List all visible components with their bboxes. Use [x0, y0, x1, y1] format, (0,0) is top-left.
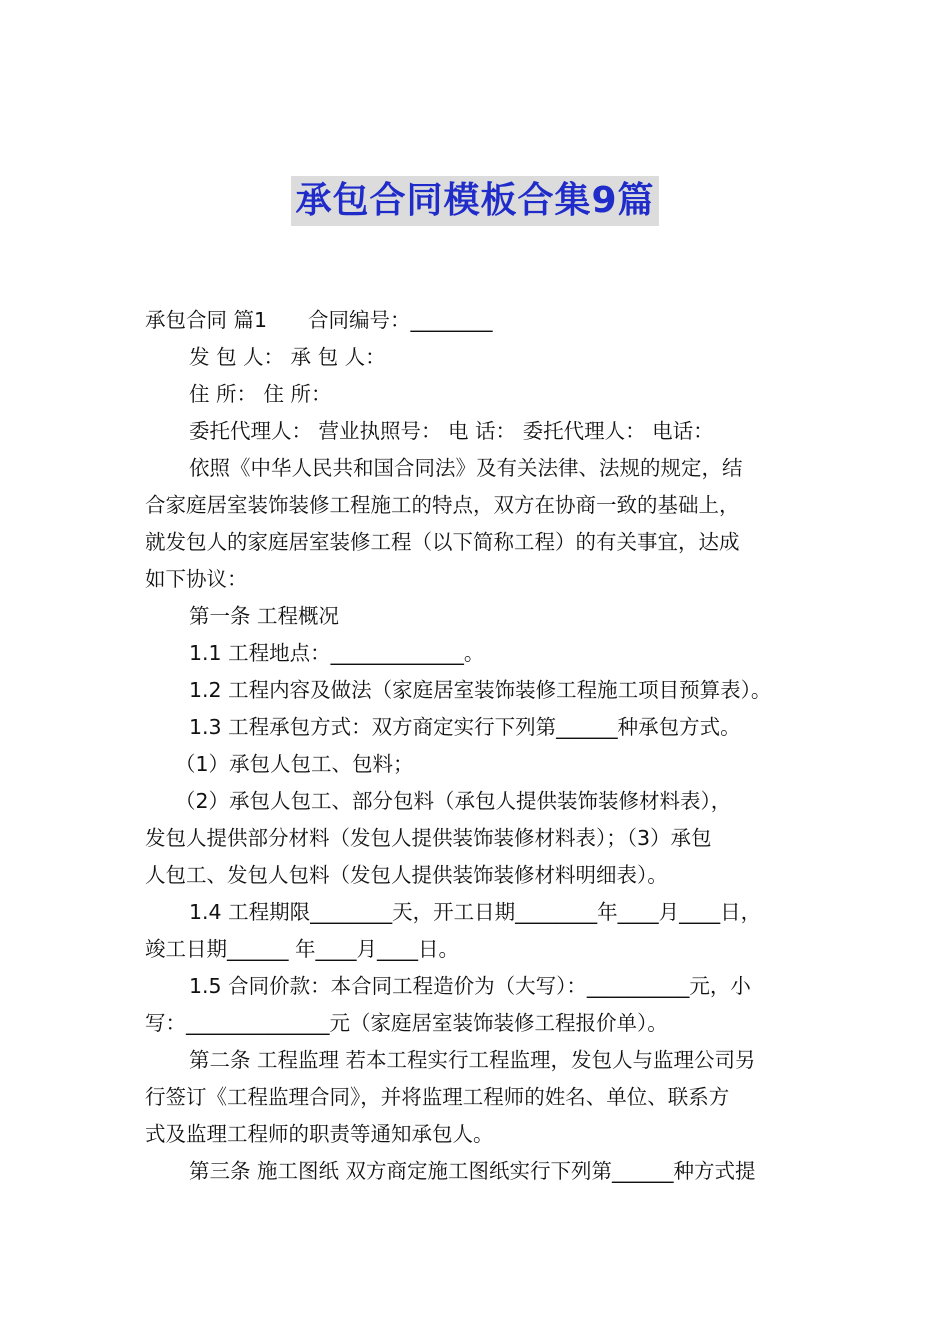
text-line: 就发包人的家庭居室装修工程（以下简称工程）的有关事宜，达成 — [145, 530, 740, 554]
document-title: 承包合同模板合集9篇 — [291, 176, 658, 226]
text-line: 人包工、发包人包料（发包人提供装饰装修材料明细表）。 — [145, 863, 668, 887]
text-line: 竣工日期______ 年____月____日。 — [145, 937, 460, 961]
text-line: 1.2 工程内容及做法（家庭居室装饰装修工程施工项目预算表）。 — [189, 678, 772, 702]
text-line: 写：______________元（家庭居室装饰装修工程报价单）。 — [145, 1011, 668, 1035]
text-line: 1.5 合同价款：本合同工程造价为（大写）：__________元，小 — [189, 974, 751, 998]
text-line: 如下协议： — [145, 567, 248, 591]
text-line: 发 包 人： 承 包 人： — [189, 345, 386, 369]
text-line: 1.4 工程期限________天，开工日期________年____月____日， — [189, 900, 762, 924]
text-line: 行签订《工程监理合同》，并将监理工程师的姓名、单位、联系方 — [145, 1085, 730, 1109]
text-line: 1.1 工程地点：_____________。 — [189, 641, 485, 665]
text-line: 第二条 工程监理 若本工程实行工程监理，发包人与监理公司另 — [189, 1048, 756, 1072]
title-wrap — [0, 176, 950, 226]
text-line: 依照《中华人民共和国合同法》及有关法律、法规的规定，结 — [189, 456, 743, 480]
text-line: （1）承包人包工、包料； — [175, 752, 414, 776]
text-line: 合家庭居室装饰装修工程施工的特点，双方在协商一致的基础上， — [145, 493, 740, 517]
text-line: 承包合同 篇1 合同编号：________ — [145, 308, 493, 332]
text-line: 发包人提供部分材料（发包人提供装饰装修材料表）；（3）承包 — [145, 826, 712, 850]
text-line: 第一条 工程概况 — [189, 604, 340, 628]
text-line: （2）承包人包工、部分包料（承包人提供装饰装修材料表）， — [175, 789, 732, 813]
text-line: 第三条 施工图纸 双方商定施工图纸实行下列第______种方式提 — [189, 1159, 756, 1183]
text-line: 委托代理人： 营业执照号： 电 话： 委托代理人： 电话： — [189, 419, 714, 443]
text-line: 式及监理工程师的职责等通知承包人。 — [145, 1122, 494, 1146]
text-line: 1.3 工程承包方式：双方商定实行下列第______种承包方式。 — [189, 715, 741, 739]
text-line: 住 所： 住 所： — [189, 382, 332, 406]
document-body — [145, 302, 810, 1190]
